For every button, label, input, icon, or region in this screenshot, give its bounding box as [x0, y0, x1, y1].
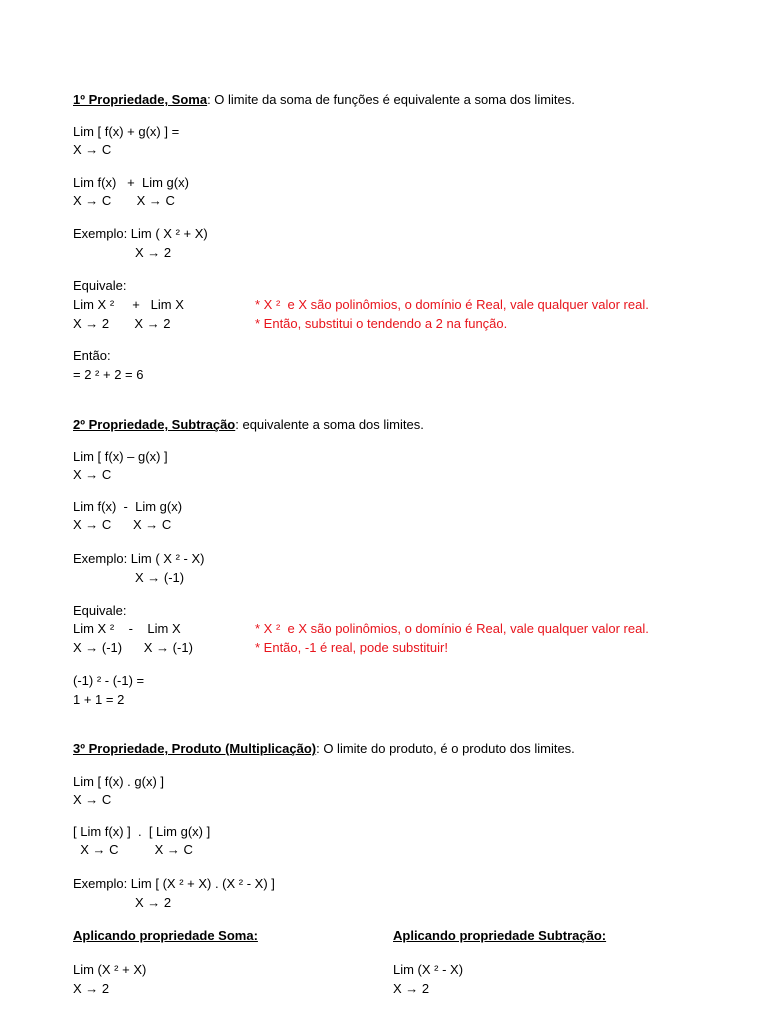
section3-left-lim: Lim (X ² + X) — [73, 962, 147, 977]
section2-equivale-sub: X → (-1) X → (-1) — [73, 640, 193, 655]
section2-note2: * Então, -1 é real, pode substituir! — [255, 640, 448, 655]
section1-entao-label: Então: — [73, 348, 111, 363]
section3-lim-line: Lim [ f(x) . g(x) ] — [73, 774, 164, 789]
section1-equivale-sub: X → 2 X → 2 — [73, 316, 171, 331]
section2-heading: 2º Propriedade, Subtração — [73, 417, 236, 432]
section1-note1: * X ² e X são polinômios, o domínio é Real, vale qualquer valor real. — [255, 297, 649, 312]
section2-text: : equivalente a soma dos limites. — [235, 417, 424, 432]
section3-right-sub: X → 2 — [393, 981, 430, 996]
section1-heading: 1º Propriedade, Soma — [73, 92, 208, 107]
section1-split-line: Lim f(x) + Lim g(x) — [73, 175, 189, 190]
section3-split-line: [ Lim f(x) ] . [ Lim g(x) ] — [73, 824, 211, 839]
section2-equivale-label: Equivale: — [73, 603, 127, 618]
section2-heading-line — [73, 417, 424, 433]
section3-example-line: Exemplo: Lim [ (X ² + X) . (X ² - X) ] — [73, 876, 275, 891]
section1-equivale-line: Lim X ² + Lim X — [73, 297, 184, 312]
section1-example-sub: X → 2 — [135, 245, 172, 260]
section3-text: : O limite do produto, é o produto dos limites. — [316, 741, 575, 756]
section2-example-sub: X → (-1) — [135, 570, 185, 585]
section2-split-sub: X → C X → C — [73, 517, 172, 532]
section3-right-lim: Lim (X ² - X) — [393, 962, 464, 977]
section1-note2: * Então, substitui o tendendo a 2 na função. — [255, 316, 508, 331]
section2-result: 1 + 1 = 2 — [73, 692, 125, 707]
section2-equivale-line: Lim X ² - Lim X — [73, 621, 181, 636]
section2-note1: * X ² e X são polinômios, o domínio é Real, vale qualquer valor real. — [255, 621, 649, 636]
section2-lim-sub: X → C — [73, 467, 112, 482]
section3-heading-line — [73, 741, 575, 757]
section1-heading-line — [73, 92, 575, 108]
section1-text: : O limite da soma de funções é equivalente a soma dos limites. — [207, 92, 575, 107]
section2-calc-line: (-1) ² - (-1) = — [73, 673, 145, 688]
section3-right-heading: Aplicando propriedade Subtração: — [393, 928, 607, 943]
section3-lim-sub: X → C — [73, 792, 112, 807]
section2-split-line: Lim f(x) - Lim g(x) — [73, 499, 183, 514]
section3-example-sub: X → 2 — [135, 895, 172, 910]
section3-heading: 3º Propriedade, Produto (Multiplicação) — [73, 741, 317, 756]
section1-lim-line: Lim [ f(x) + g(x) ] = — [73, 124, 180, 139]
section1-example-line: Exemplo: Lim ( X ² + X) — [73, 226, 208, 241]
section1-equivale-label: Equivale: — [73, 278, 127, 293]
section3-left-sub: X → 2 — [73, 981, 110, 996]
section2-lim-line: Lim [ f(x) – g(x) ] — [73, 449, 168, 464]
section1-result: = 2 ² + 2 = 6 — [73, 367, 144, 382]
section1-lim-sub: X → C — [73, 142, 112, 157]
section3-split-sub: X → C X → C — [73, 842, 193, 857]
section3-left-heading: Aplicando propriedade Soma: — [73, 928, 258, 943]
section1-split-sub: X → C X → C — [73, 193, 175, 208]
section2-example-line: Exemplo: Lim ( X ² - X) — [73, 551, 205, 566]
